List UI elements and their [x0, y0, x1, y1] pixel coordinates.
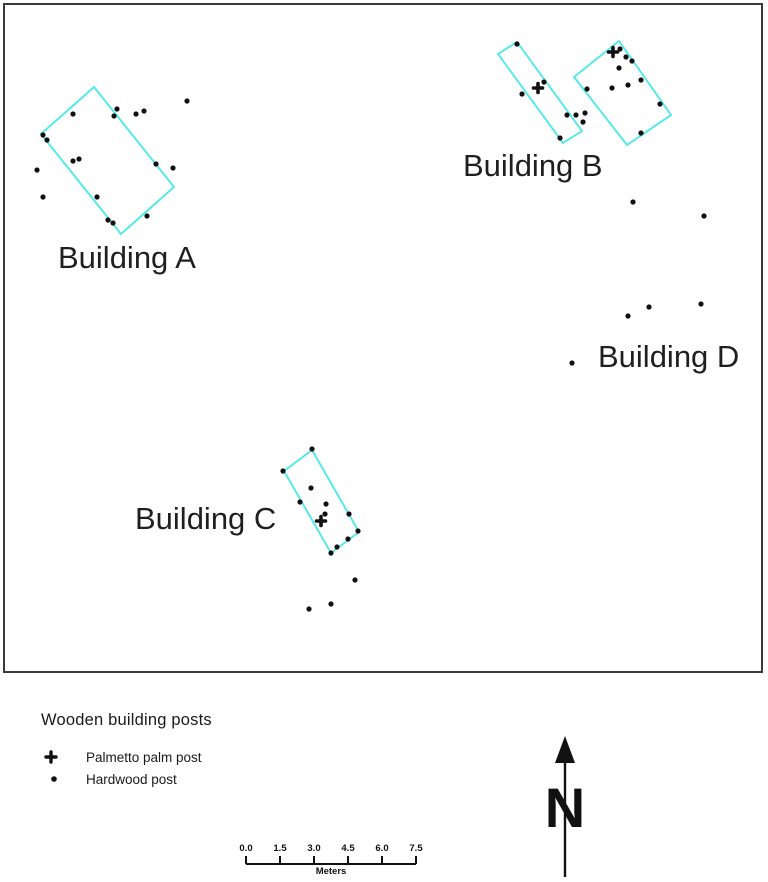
- hardwood-post-dot: [345, 536, 350, 541]
- hardwood-post-dot: [280, 468, 285, 473]
- building-B-outline: [574, 41, 671, 145]
- hardwood-post-dot: [334, 544, 339, 549]
- hardwood-post-dot: [153, 161, 158, 166]
- hardwood-post-dot: [584, 86, 589, 91]
- scale-bar-tick-label: 7.5: [409, 843, 423, 854]
- hardwood-post-dot: [541, 79, 546, 84]
- hardwood-post-dot: [646, 304, 651, 309]
- hardwood-post-dot: [701, 213, 706, 218]
- hardwood-post-dot: [573, 112, 578, 117]
- hardwood-post-dot: [114, 106, 119, 111]
- legend-item-hardwood: Hardwood post: [86, 772, 177, 787]
- hardwood-post-dot: [306, 606, 311, 611]
- hardwood-post-dot: [94, 194, 99, 199]
- hardwood-post-dot: [569, 360, 574, 365]
- hardwood-post-dot: [514, 41, 519, 46]
- hardwood-post-dot: [70, 111, 75, 116]
- hardwood-post-dot: [698, 301, 703, 306]
- legend-item-palmetto: Palmetto palm post: [86, 750, 202, 765]
- hardwood-post-dot: [609, 85, 614, 90]
- hardwood-post-dot: [76, 156, 81, 161]
- hardwood-post-dot: [616, 65, 621, 70]
- hardwood-post-dot: [40, 132, 45, 137]
- hardwood-post-dot: [111, 113, 116, 118]
- hardwood-post-dot: [630, 199, 635, 204]
- hardwood-post-dot: [629, 58, 634, 63]
- palmetto-cross-icon: [44, 750, 58, 764]
- scale-bar-tick-label: 6.0: [375, 843, 389, 854]
- hardwood-post-dot: [322, 511, 327, 516]
- hardwood-post-dot: [40, 194, 45, 199]
- north-arrow: [545, 736, 585, 877]
- hardwood-post-dot: [323, 501, 328, 506]
- scale-bar-tick-label: 3.0: [307, 843, 321, 854]
- scale-bar: [239, 843, 423, 877]
- hardwood-post-dot: [346, 511, 351, 516]
- north-arrow-head-icon: [555, 736, 575, 763]
- hardwood-post-dot: [623, 54, 628, 59]
- hardwood-post-dot: [44, 137, 49, 142]
- hardwood-post-dot: [70, 158, 75, 163]
- hardwood-post-dot: [625, 82, 630, 87]
- hardwood-post-dot: [580, 119, 585, 124]
- hardwood-post-dot: [557, 135, 562, 140]
- hardwood-post-dot: [34, 167, 39, 172]
- hardwood-post-dot: [133, 111, 138, 116]
- building-label-A: Building A: [58, 240, 196, 275]
- hardwood-post-dot: [297, 499, 302, 504]
- palmetto-post-cross: [534, 84, 543, 93]
- hardwood-post-dot: [519, 91, 524, 96]
- hardwood-post-dot: [564, 112, 569, 117]
- hardwood-post-dot: [170, 165, 175, 170]
- hardwood-dot-icon: [48, 773, 60, 785]
- building-B-outline: [498, 42, 582, 143]
- hardwood-post-dot: [352, 577, 357, 582]
- hardwood-post-dot: [657, 101, 662, 106]
- hardwood-post-dot: [355, 528, 360, 533]
- hardwood-post-dot: [105, 217, 110, 222]
- building-label-D: Building D: [598, 339, 740, 374]
- scale-bar-tick-label: 4.5: [341, 843, 355, 854]
- scale-bar-unit-label: Meters: [315, 866, 347, 877]
- scale-bar-tick-label: 0.0: [239, 843, 253, 854]
- building-A-outline: [41, 87, 174, 234]
- palmetto-post-cross: [317, 517, 326, 526]
- building-label-C: Building C: [135, 501, 277, 536]
- hardwood-post-dot: [309, 446, 314, 451]
- scale-bar-tick-label: 1.5: [273, 843, 287, 854]
- building-labels-layer: [58, 148, 739, 536]
- hardwood-post-dot: [638, 130, 643, 135]
- building-outlines-layer: [41, 41, 671, 553]
- hardwood-post-dot: [625, 313, 630, 318]
- building-label-B: Building B: [463, 148, 603, 183]
- hardwood-post-dot: [328, 601, 333, 606]
- hardwood-post-dot: [582, 110, 587, 115]
- hardwood-post-dot: [184, 98, 189, 103]
- hardwood-post-dot: [141, 108, 146, 113]
- hardwood-post-dot: [308, 485, 313, 490]
- legend-title: Wooden building posts: [41, 711, 212, 729]
- hardwood-post-dot: [328, 550, 333, 555]
- north-letter: N: [544, 776, 586, 839]
- hardwood-post-dot: [144, 213, 149, 218]
- hardwood-post-dot: [638, 77, 643, 82]
- hardwood-post-dot: [110, 220, 115, 225]
